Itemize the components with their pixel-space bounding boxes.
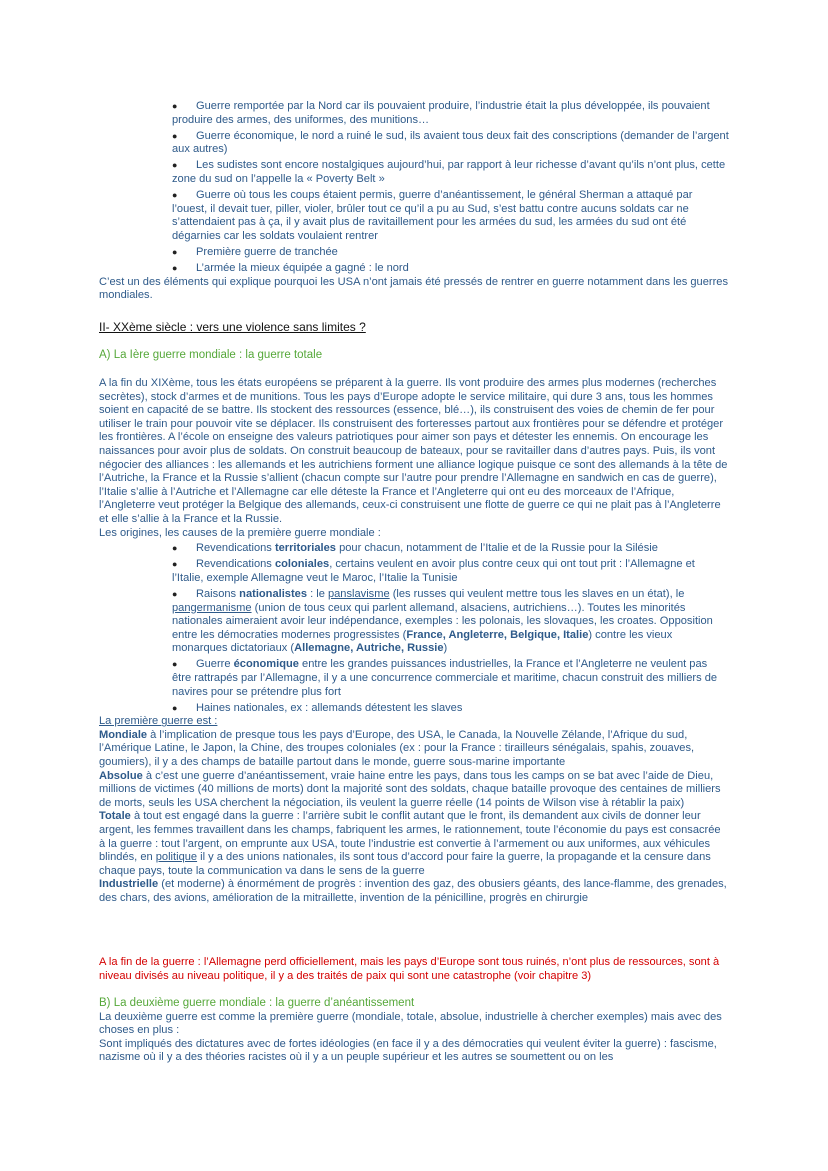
- list-item: ● Guerre économique, le nord a ruiné le sud, ils avaient tous deux fait des conscriptions (demander de l’argent aux autres): [172, 130, 729, 157]
- pangermanisme-link[interactable]: pangermanisme: [172, 601, 252, 614]
- list-item: ● Haines nationales, ex : allemands détestent les slaves: [172, 702, 729, 716]
- second-war-paragraph-2: Sont impliqués des dictatures avec de fortes idéologies (en face il y a des démocraties qui veulent éviter la guerre) : fascisme, nazisme où il y a des théories racistes où il y a un peuple supérieur et les autres se soumettent ou on les: [99, 1037, 717, 1064]
- list-item: [172, 658, 729, 699]
- cause-text: Guerre: [196, 658, 234, 671]
- totale-text: il y a des unions nationales, ils sont tous d’accord pour faire la guerre, la propagande et la censure dans chaque pays, toute la communication va dans le sens de la guerre: [99, 851, 711, 877]
- cause-keyword: territoriales: [274, 542, 336, 555]
- ww2-section: [99, 997, 729, 1065]
- cause-keyword: coloniales: [274, 558, 330, 571]
- list-item: [172, 588, 729, 656]
- civil-war-bullet-list: [99, 100, 729, 276]
- cause-keyword: France, Angleterre, Belgique, Italie: [406, 628, 589, 641]
- list-item: [172, 542, 729, 556]
- cause-text: ): [443, 642, 448, 655]
- war-is-title: La première guerre est :: [99, 715, 218, 728]
- section-title: II- XXème siècle : vers une violence sans limites ?: [99, 320, 366, 334]
- cause-text: ) contre les vieux monarques dictatoriaux (: [172, 628, 673, 655]
- cause-text: pour chacun, notamment de l’Italie et de la Russie pour la Silésie: [335, 542, 658, 555]
- subsection-a-title: A) La Ière guerre mondiale : la guerre totale: [99, 349, 323, 361]
- list-item: ● Guerre où tous les coups étaient permis, guerre d’anéantissement, le général Sherman a attaqué par l’ouest, il devait tuer, piller, violer, brûler tout ce qu’il a pu au Sud, s’est battu contre aucuns soldats car ne s’attendaient pas à ça, il y avait plus de ravitaillement pour les armées du sud, les armées du sud ont été dégarnies car les soldats voulaient rentrer: [172, 189, 729, 243]
- cause-text: entre les grandes puissances industrielles, la France et l’Angleterre ne veulent pas être rattrapés par l’Allemagne, il y a une concurrence commerciale et maritime, chacun construit des milliers de navires pour se prétendre plus fort: [172, 658, 718, 698]
- politique-link[interactable]: politique: [155, 851, 198, 864]
- conclusion-usa: C’est un des éléments qui explique pourquoi les USA n’ont jamais été pressés de rentrer en guerre notamment dans les guerres mondiales.: [99, 275, 728, 302]
- list-item: ● L’armée la mieux équipée a gagné : le nord: [172, 262, 729, 276]
- mondiale-paragraph: [99, 729, 729, 770]
- ww1-section: [99, 377, 729, 906]
- cause-keyword: Allemagne, Autriche, Russie: [294, 642, 444, 655]
- industrielle-label: Industrielle: [99, 878, 159, 891]
- list-item: ● Première guerre de tranchée: [172, 246, 729, 260]
- panslavisme-link[interactable]: panslavisme: [327, 587, 390, 600]
- causes-title: Les origines, les causes de la première guerre mondiale :: [99, 526, 381, 539]
- civil-war-section: [99, 100, 729, 303]
- end-war-paragraph: A la fin de la guerre : l’Allemagne perd officiellement, mais les pays d’Europe sont tous ruinés, n’ont plus de ressources, sont à niveau divisés au niveau politique, il y a des traités de paix qui sont une catastrophe (voir chapitre 3): [99, 956, 720, 982]
- absolue-label: Absolue: [99, 769, 143, 782]
- cause-text: (union de tous ceux qui parlent allemand, alsaciens, autrichiens…). Toutes les minorités nationales aimeraient avoir leur indépendance, exemples : les polonais, les slovaques, les croates. Opposition entre les démocraties modernes progressistes (: [172, 601, 713, 641]
- totale-label: Totale: [99, 810, 131, 823]
- mondiale-label: Mondiale: [99, 728, 148, 741]
- subsection-b-title: B) La deuxième guerre mondiale : la guerre d’anéantissement: [99, 997, 415, 1009]
- list-item: [172, 558, 729, 585]
- industrielle-text: (et moderne) à énormément de progrès : invention des gaz, des obusiers géants, des lance-flamme, des grenades, des chars, des avions, amélioration de la mitraillette, invention de la pénicilline, progrès en chirurgie: [99, 878, 727, 904]
- absolue-text: à c’est une guerre d’anéantissement, vraie haine entre les pays, dans tous les camps on se bat avec l’aide de Dieu, millions de victimes (40 millions de morts) dont la majorité sont des soldats, chaque bataille provoque des centaines de milliers de morts, seuls les USA cherchent la négociation, ils veulent la guerre réelle (14 points de Wilson vise à rétablir la paix): [99, 769, 721, 809]
- totale-paragraph: [99, 810, 729, 878]
- industrielle-paragraph: [99, 878, 729, 905]
- cause-keyword: nationalistes: [239, 587, 307, 600]
- absolue-paragraph: [99, 770, 729, 811]
- intro-paragraph: A la fin du XIXème, tous les états européens se préparent à la guerre. Ils vont produire des armes plus modernes (recherches secrètes), stock d’armes et de munitions. Tous les pays d’Europe adopte le service militaire, qui dure 3 ans, tous les hommes soient en capacité de se battre. Ils stockent des ressources (essence, blé…), ils construisent des voies de chemin de fer pour utiliser le train pour pouvoir vite se déplacer. Ils construisent des forteresses partout aux frontières pour se défendre et protéger les frontières. A l’école on enseigne des valeurs patriotiques pour aimer son pays et détester les ennemis. On encourage les naissances pour avoir plus de soldats. On construit beaucoup de bateaux, pour se ravitailler dans d’autres pays. Puis, ils vont négocier des alliances : les allemands et les autrichiens forment une alliance logique puisque ce sont des allemands à la tête de l’Autriche, la France et la Russie s’allient (chacun compte sur l’autre pour prendre l’Allemagne en sandwich en cas de guerre), l’Italie s’allie à l’Autriche et l’Allemagne car elle déteste la France et l’Angleterre qui ont eu des morceaux de l’Afrique, l’Angleterre veut protéger la Belgique des allemands, ceux-ci construisent une flotte de guerre ce qui ne plait pas à l’Angleterre et elle s’allie à la France et la Russie.: [99, 377, 728, 525]
- list-item: ● Les sudistes sont encore nostalgiques aujourd’hui, par rapport à leur richesse d’avant qu’ils n’ont plus, cette zone du sud on l’appelle la « Poverty Belt »: [172, 159, 729, 186]
- mondiale-text: à l’implication de presque tous les pays d’Europe, des USA, le Canada, la Nouvelle Zélande, l’Afrique du sud, l’Amérique Latine, le Japon, la Chine, des troupes coloniales (ex : pour la France : tirailleurs sénégalais, spahis, zouaves, goumiers), il y a des champs de bataille partout dans le monde, guerre sous-marine importante: [99, 728, 695, 769]
- cause-text: : le: [307, 587, 328, 600]
- cause-keyword: économique: [233, 658, 299, 671]
- cause-text: Revendications: [196, 542, 275, 555]
- cause-text: Raisons: [196, 587, 240, 600]
- cause-text: Revendications: [196, 558, 275, 571]
- list-item: ● Guerre remportée par la Nord car ils pouvaient produire, l’industrie était la plus développée, ils pouvaient produire des armes, des uniformes, des munitions…: [172, 100, 729, 127]
- cause-text: , certains veulent en avoir plus contre ceux qui ont tout prit : l’Allemagne et l’Italie, exemple Allemagne veut le Maroc, l’Italie la Tunisie: [172, 558, 695, 584]
- totale-text: à tout est engagé dans la guerre : l’arrière subit le conflit autant que le front, ils demandent aux civils de donner leur argent, les femmes travaillent dans les champs, fabriquent les armes, le rationnement, toute l’économie du pays est consacrée à la guerre : tout l’argent, on emprunte aux USA, toute l’industrie est convertie à l’armement ou aux uniformes, aux véhicules blindés, en: [99, 810, 721, 864]
- cause-text: (les russes qui veulent mettre tous les slaves en un état), le: [389, 587, 685, 600]
- causes-list: [99, 542, 729, 715]
- second-war-paragraph-1: La deuxième guerre est comme la première guerre (mondiale, totale, absolue, industrielle à chercher exemples) mais avec des choses en plus :: [99, 1010, 722, 1037]
